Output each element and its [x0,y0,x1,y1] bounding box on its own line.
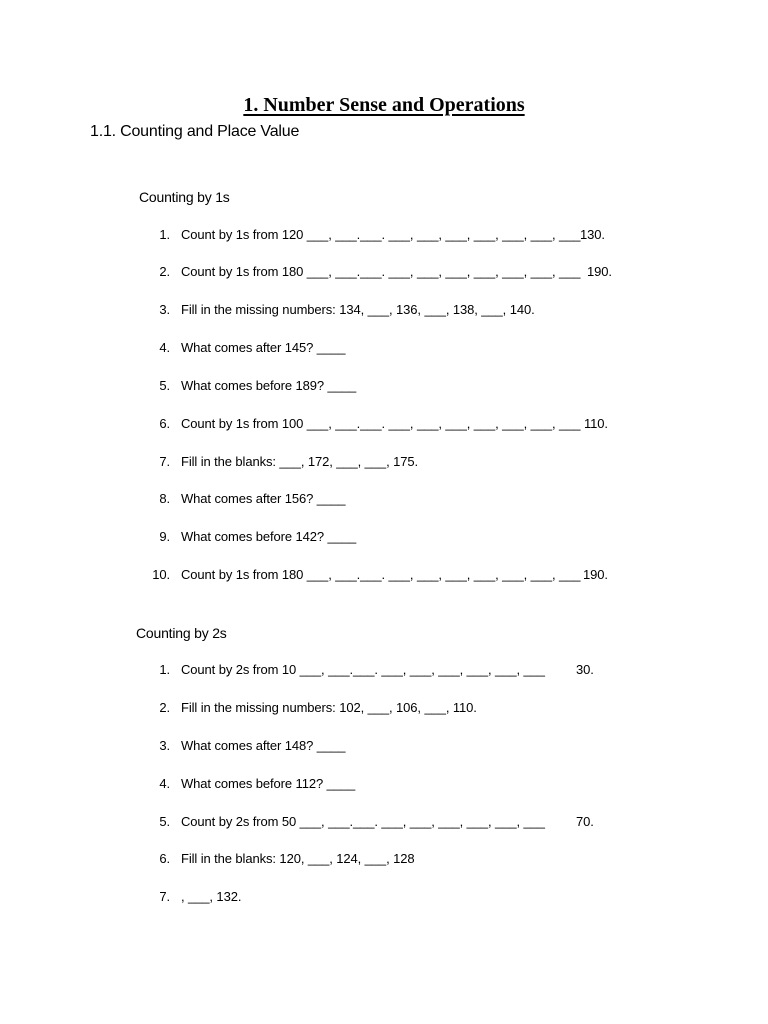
question-1s-7 [0,453,768,471]
question-2s-4 [0,775,768,793]
document-title-text: 1. Number Sense and Operations [243,94,525,116]
question-number: 3. [159,302,170,317]
question-number: 7. [159,889,170,904]
question-text: What comes before 112? ____ [181,776,356,791]
subheading-counting-by-2s: Counting by 2s [136,625,227,641]
question-text: Count by 2s from 10 ___, ___.___. ___, ___, ___, ___, ___, ___ [181,662,545,677]
question-2s-5 [0,813,768,831]
question-number: 6. [159,416,170,431]
question-number: 5. [159,814,170,829]
question-text: Count by 1s from 180 ___, ___.___. ___, ___, ___, ___, ___, ___, ___ [181,567,581,582]
question-number: 10. [152,567,170,582]
question-1s-4 [0,339,768,357]
subheading-counting-by-1s: Counting by 1s [139,189,230,205]
question-text: Count by 1s from 100 ___, ___.___. ___, ___, ___, ___, ___, ___, ___ [181,416,581,431]
question-1s-9 [0,528,768,546]
question-number: 1. [159,227,170,242]
question-1s-3 [0,301,768,319]
question-text: Count by 1s from 120 ___, ___.___. ___, ___, ___, ___, ___, ___, ___ [181,227,581,242]
question-1s-5 [0,377,768,395]
question-number: 6. [159,851,170,866]
question-number: 5. [159,378,170,393]
question-end-value: 110. [584,416,608,431]
question-number: 9. [159,529,170,544]
question-number: 4. [159,776,170,791]
question-end-value: 190. [587,264,612,279]
question-text: What comes after 148? ____ [181,738,346,753]
question-end-value: 70. [576,814,594,829]
question-text: , ___, 132. [181,889,242,904]
question-text: What comes before 142? ____ [181,529,357,544]
question-number: 7. [159,454,170,469]
question-1s-1 [0,226,768,244]
question-2s-6 [0,850,768,868]
question-text: Fill in the missing numbers: 102, ___, 106, ___, 110. [181,700,477,715]
question-text: Count by 1s from 180 ___, ___.___. ___, ___, ___, ___, ___, ___, ___ [181,264,581,279]
question-1s-8 [0,490,768,508]
question-number: 4. [159,340,170,355]
question-number: 3. [159,738,170,753]
question-number: 2. [159,264,170,279]
question-text: Fill in the missing numbers: 134, ___, 136, ___, 138, ___, 140. [181,302,535,317]
question-1s-2 [0,263,768,281]
question-text: What comes after 156? ____ [181,491,346,506]
question-text: What comes before 189? ____ [181,378,357,393]
question-2s-1 [0,661,768,679]
question-1s-10 [0,566,768,584]
question-2s-3 [0,737,768,755]
question-number: 8. [159,491,170,506]
question-2s-7 [0,888,768,906]
question-end-value: 30. [576,662,594,677]
question-1s-6 [0,415,768,433]
section-heading: 1.1. Counting and Place Value [90,123,300,140]
question-number: 1. [159,662,170,677]
question-number: 2. [159,700,170,715]
question-text: What comes after 145? ____ [181,340,346,355]
question-end-value: 130. [580,227,605,242]
document-title [0,93,768,117]
question-2s-2 [0,699,768,717]
question-text: Count by 2s from 50 ___, ___.___. ___, ___, ___, ___, ___, ___ [181,814,545,829]
question-end-value: 190. [583,567,608,582]
question-text: Fill in the blanks: ___, 172, ___, ___, 175. [181,454,418,469]
question-text: Fill in the blanks: 120, ___, 124, ___, 128 [181,851,415,866]
